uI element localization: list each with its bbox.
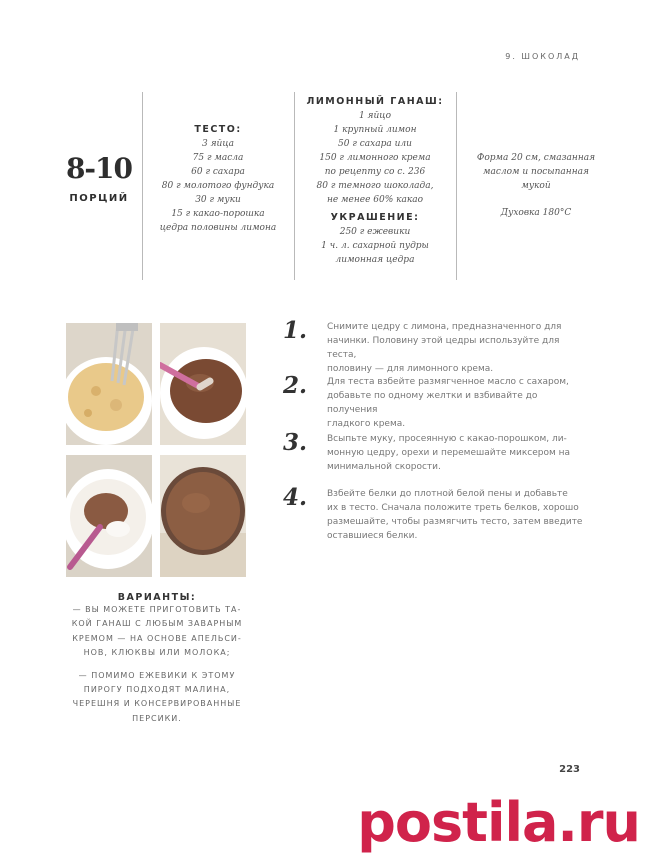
servings-number: 8-10 bbox=[65, 152, 133, 185]
decoration-heading: УКРАШЕНИЕ: bbox=[330, 212, 420, 223]
equipment-line: мукой bbox=[521, 181, 551, 191]
watermark: postila.ru bbox=[357, 791, 640, 854]
variant-line: ЧЕРЕШНЯ И КОНСЕРВИРОВАННЫЕ bbox=[72, 699, 242, 709]
ingredient: 1 яйцо bbox=[358, 111, 392, 121]
variant-note bbox=[60, 603, 254, 661]
ingredient: 150 г лимонного крема bbox=[319, 153, 431, 163]
step-line: их в тесто. Сначала положите треть белков, хорошо bbox=[327, 503, 579, 513]
step-text bbox=[327, 320, 589, 376]
ingredient: 80 г темного шоколада, bbox=[316, 181, 434, 191]
photo-folding-egg-whites bbox=[66, 455, 152, 577]
step-line: монную цедру, орехи и перемешайте миксером на bbox=[327, 448, 571, 458]
step-line: Взбейте белки до плотной белой пены и добавьте bbox=[327, 489, 568, 499]
ingredient: лимонная цедра bbox=[335, 255, 415, 265]
oven-temperature: Духовка 180°C bbox=[500, 208, 572, 218]
servings-label: ПОРЦИЙ bbox=[69, 193, 129, 204]
step-line: начинки. Половину этой цедры используйте для теста, bbox=[327, 336, 560, 360]
photo-whisking-batter bbox=[66, 323, 152, 445]
dough-ingredients bbox=[146, 123, 290, 235]
page-number: 223 bbox=[559, 764, 580, 775]
variants-heading: ВАРИАНТЫ: bbox=[117, 592, 197, 603]
ingredient: по рецепту со с. 236 bbox=[324, 167, 426, 177]
ingredient: цедра половины лимона bbox=[159, 223, 277, 233]
photo-batter-in-pan bbox=[160, 455, 246, 577]
photo-chocolate-batter bbox=[160, 323, 246, 445]
ingredient: 15 г какао-порошка bbox=[171, 209, 265, 219]
ingredient: 1 крупный лимон bbox=[333, 125, 417, 135]
ingredient: не менее 60% какао bbox=[326, 195, 424, 205]
ingredient: 60 г сахара bbox=[191, 167, 245, 177]
step-line: половину — для лимонного крема. bbox=[327, 364, 494, 374]
column-divider bbox=[142, 92, 143, 280]
variant-line: КОЙ ГАНАШ С ЛЮБЫМ ЗАВАРНЫМ bbox=[71, 619, 243, 629]
step-line: минимальной скорости. bbox=[327, 462, 441, 472]
ingredient: 1 ч. л. сахарной пудры bbox=[321, 241, 429, 251]
step-number: 4. bbox=[283, 484, 308, 511]
equipment-line: маслом и посыпанная bbox=[483, 167, 589, 177]
variant-line: ПЕРСИКИ. bbox=[132, 713, 182, 723]
variant-line: — ПОМИМО ЕЖЕВИКИ К ЭТОМУ bbox=[78, 670, 236, 680]
step-text bbox=[327, 375, 589, 431]
step-text bbox=[327, 487, 589, 543]
variant-line: ПИРОГУ ПОДХОДЯТ МАЛИНА, bbox=[83, 685, 231, 695]
column-divider bbox=[294, 92, 295, 280]
step-line: добавьте по одному желтки и взбивайте до получения bbox=[327, 391, 538, 415]
step-line: гладкого крема. bbox=[327, 419, 406, 429]
ingredient: 80 г молотого фундука bbox=[161, 181, 275, 191]
ingredient: 3 яйца bbox=[202, 139, 234, 149]
ingredient: 50 г сахара или bbox=[338, 139, 412, 149]
variant-line: КРЕМОМ — НА ОСНОВЕ АПЕЛЬСИ- bbox=[72, 633, 242, 643]
variants-box bbox=[60, 592, 254, 726]
chapter-title: 9. ШОКОЛАД bbox=[505, 52, 580, 61]
step-line: оставшиеся белки. bbox=[327, 531, 418, 541]
column-divider bbox=[456, 92, 457, 280]
step-number: 1. bbox=[283, 317, 308, 344]
step-line: размешайте, чтобы размягчить тесто, затем введите bbox=[327, 517, 583, 527]
equipment-line: Форма 20 см, смазанная bbox=[476, 153, 596, 163]
step-number: 2. bbox=[283, 372, 308, 399]
variant-note bbox=[60, 669, 254, 727]
variant-line: — ВЫ МОЖЕТЕ ПРИГОТОВИТЬ ТА- bbox=[72, 605, 242, 614]
equipment-notes bbox=[460, 151, 612, 220]
step-line: Всыпьте муку, просеянную с какао-порошком, ли- bbox=[327, 434, 567, 444]
step-line: Для теста взбейте размягченное масло с сахаром, bbox=[327, 377, 569, 387]
ganache-ingredients bbox=[298, 95, 452, 267]
ganache-heading: ЛИМОННЫЙ ГАНАШ: bbox=[306, 96, 444, 107]
variant-line: НОВ, КЛЮКВЫ ИЛИ МОЛОКА; bbox=[83, 648, 231, 658]
ingredient: 250 г ежевики bbox=[339, 227, 411, 237]
step-text bbox=[327, 432, 589, 474]
step-line: Снимите цедру с лимона, предназначенного для bbox=[327, 322, 562, 332]
step-number: 3. bbox=[283, 429, 308, 456]
ingredient: 75 г масла bbox=[192, 153, 244, 163]
ingredient: 30 г муки bbox=[195, 195, 241, 205]
dough-heading: ТЕСТО: bbox=[194, 124, 242, 135]
